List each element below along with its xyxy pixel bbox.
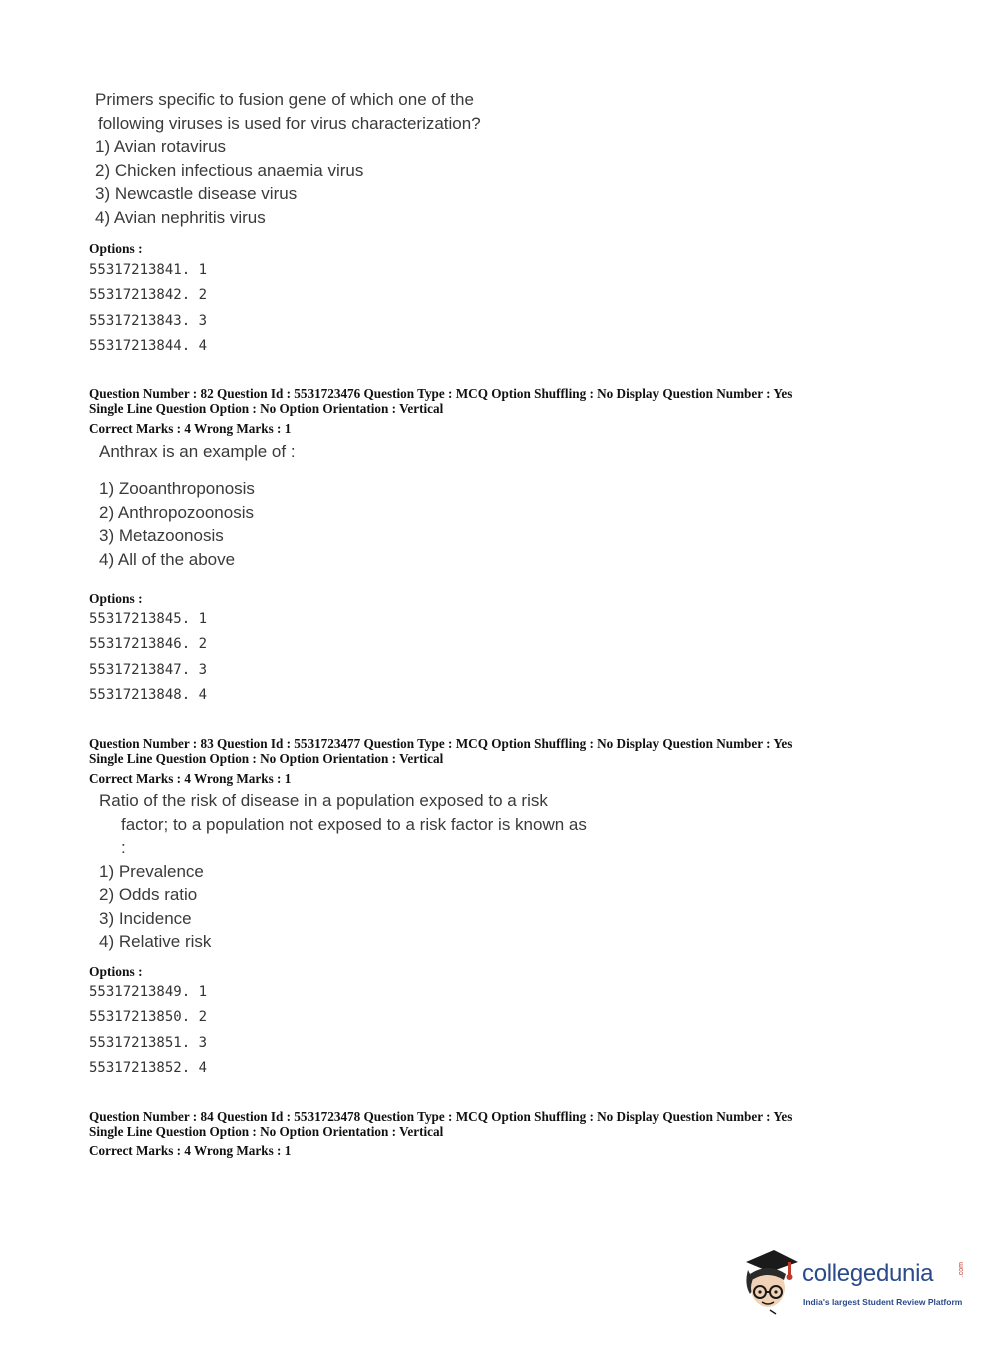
question-82-choice: 3) Metazoonosis (99, 526, 224, 545)
logo-suffix: .com (958, 1262, 965, 1278)
collegedunia-logo[interactable] (740, 1248, 970, 1318)
option-item: 55317213841. 1 (89, 262, 208, 278)
option-item: 55317213847. 3 (89, 661, 208, 678)
question-83-choice: 4) Relative risk (99, 932, 212, 951)
question-82-text (99, 440, 296, 464)
question-82-meta (89, 387, 792, 416)
option-item: 55317213849. 1 (89, 984, 208, 1000)
graduate-mascot-icon (740, 1248, 800, 1318)
question-83-stem-line: Ratio of the risk of disease in a population exposed to a risk (99, 791, 548, 810)
option-item: 55317213850. 2 (89, 1009, 208, 1026)
question-83-meta (89, 737, 792, 766)
question-82-choice: 1) Zooanthroponosis (99, 479, 255, 498)
option-item: 55317213842. 2 (89, 287, 208, 304)
logo-name: collegedunia (802, 1260, 934, 1287)
options-list (89, 258, 207, 359)
options-list (89, 607, 207, 708)
question-81-choice: 2) Chicken infectious anaemia virus (95, 160, 364, 180)
question-81-choice: 1) Avian rotavirus (95, 137, 227, 156)
question-82-marks: Correct Marks : 4 Wrong Marks : 1 (89, 421, 292, 436)
meta-line: Question Number : 84 Question Id : 5531723478 Question Type : MCQ Option Shuffling : No Display Question Number : Yes (89, 1109, 793, 1124)
question-84-marks: Correct Marks : 4 Wrong Marks : 1 (89, 1143, 292, 1158)
option-item: 55317213843. 3 (89, 312, 208, 329)
question-82-stem: Anthrax is an example of : (99, 442, 296, 461)
question-82-choice: 2) Anthropozoonosis (99, 502, 254, 522)
question-83-stem-line: factor; to a population not exposed to a risk factor is known as (121, 814, 587, 834)
question-81-choice: 4) Avian nephritis virus (95, 207, 266, 227)
meta-line: Single Line Question Option : No Option Orientation : Vertical (89, 400, 444, 416)
logo-tagline: India's largest Student Review Platform (803, 1297, 963, 1307)
question-83-marks: Correct Marks : 4 Wrong Marks : 1 (89, 771, 292, 786)
question-83-text (99, 789, 587, 954)
options-label: Options : (89, 241, 143, 256)
options-label: Options : (89, 964, 143, 979)
option-item: 55317213844. 4 (89, 337, 208, 354)
meta-line: Question Number : 82 Question Id : 5531723476 Question Type : MCQ Option Shuffling : No Display Question Number : Yes (89, 386, 793, 401)
option-item: 55317213852. 4 (89, 1059, 208, 1076)
question-81-text (95, 88, 481, 229)
option-item: 55317213845. 1 (89, 611, 208, 627)
question-82-choices (99, 477, 255, 571)
question-83-choice: 2) Odds ratio (99, 885, 198, 904)
question-83-stem-line: : (121, 838, 126, 857)
option-item: 55317213846. 2 (89, 636, 208, 653)
question-84-meta (89, 1110, 792, 1139)
options-list (89, 980, 207, 1081)
option-item: 55317213851. 3 (89, 1034, 208, 1051)
question-81-line: Primers specific to fusion gene of which one of the (95, 90, 474, 109)
question-83-choice: 1) Prevalence (99, 861, 204, 881)
question-83-choice: 3) Incidence (99, 908, 192, 928)
option-item: 55317213848. 4 (89, 686, 208, 703)
options-label: Options : (89, 591, 143, 606)
meta-line: Question Number : 83 Question Id : 5531723477 Question Type : MCQ Option Shuffling : No Display Question Number : Yes (89, 736, 793, 751)
question-81-choice: 3) Newcastle disease virus (95, 184, 298, 203)
question-82-choice: 4) All of the above (99, 549, 236, 569)
meta-line: Single Line Question Option : No Option Orientation : Vertical (89, 750, 444, 766)
meta-line: Single Line Question Option : No Option Orientation : Vertical (89, 1123, 444, 1139)
question-81-line: following viruses is used for virus characterization? (98, 113, 481, 133)
